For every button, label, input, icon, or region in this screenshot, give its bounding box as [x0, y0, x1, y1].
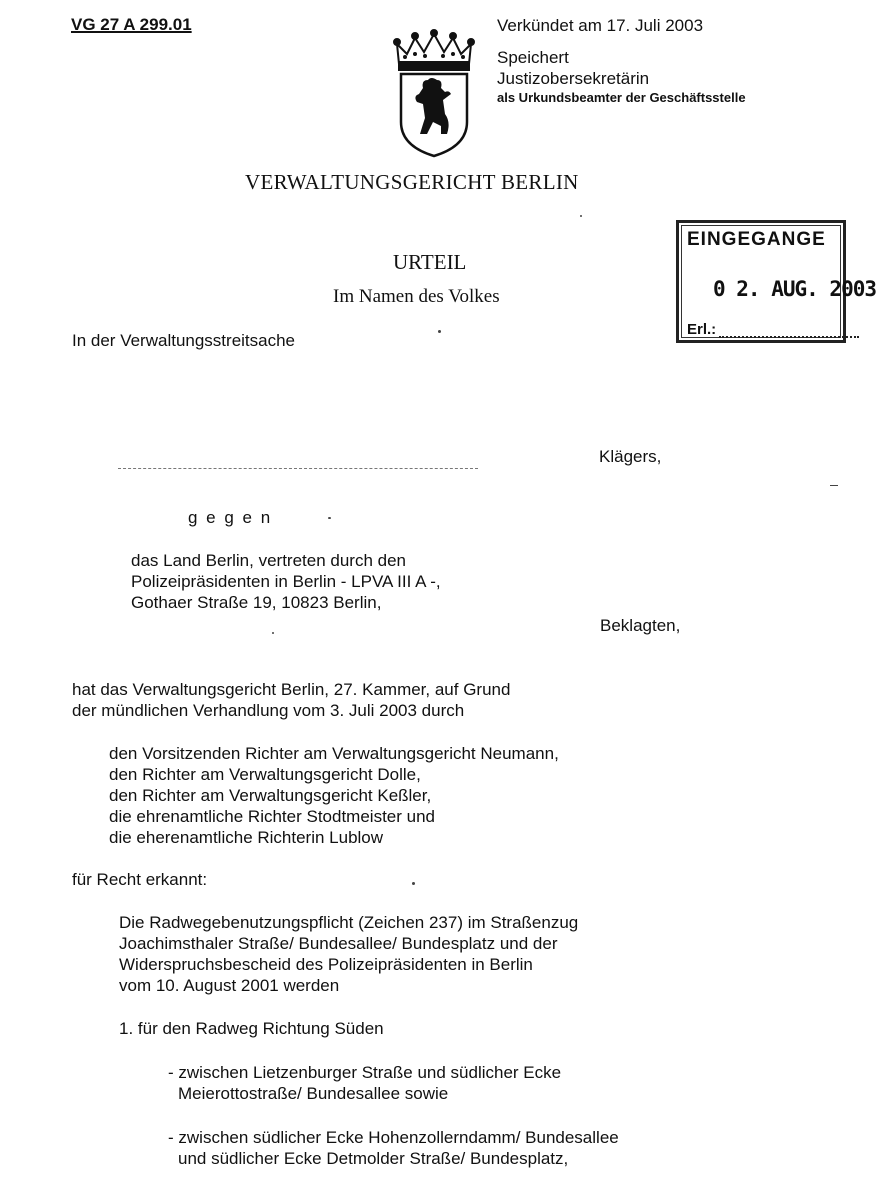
in-the-name-of-the-people: Im Namen des Volkes: [333, 286, 500, 307]
plaintiff-label: Klägers,: [599, 447, 662, 466]
judge-line: den Richter am Verwaltungsgericht Keßler,: [109, 786, 432, 805]
received-stamp: [676, 220, 876, 343]
clerk-role: als Urkundsbeamter der Geschäftsstelle: [497, 90, 746, 105]
verdict-line: Die Radwegebenutzungspflicht (Zeichen 237) im Straßenzug: [119, 913, 579, 932]
verdict-line: Joachimsthaler Straße/ Bundesallee/ Bundesplatz und der: [119, 934, 558, 953]
scan-speck: [412, 882, 415, 885]
court-name: VERWALTUNGSGERICHT BERLIN: [245, 170, 579, 194]
against-label: g e g e n: [188, 508, 273, 527]
verdict-item-1: 1. für den Radweg Richtung Süden: [119, 1019, 384, 1038]
scan-speck: [438, 330, 441, 333]
judge-line: die eherenamtliche Richterin Lublow: [109, 828, 384, 847]
stamp-erl-label: Erl.:: [687, 321, 717, 338]
separator-line: [118, 468, 478, 469]
scan-speck: [830, 485, 838, 486]
defendant-line: das Land Berlin, vertreten durch den: [131, 551, 407, 570]
scan-speck: [328, 517, 331, 519]
stamp-date: 0 2. AUG. 2003: [713, 277, 876, 301]
verdict-bullet-line: - zwischen südlicher Ecke Hohenzollerndamm/ Bundesallee: [168, 1128, 619, 1147]
verdict-bullet-line: - zwischen Lietzenburger Straße und südlicher Ecke: [168, 1063, 562, 1082]
clerk-title: Justizobersekretärin: [497, 69, 650, 88]
verdict-intro: für Recht erkannt:: [72, 870, 208, 889]
judge-line: den Richter am Verwaltungsgericht Dolle,: [109, 765, 421, 784]
announcement-date: Verkündet am 17. Juli 2003: [497, 16, 704, 35]
verdict-bullet-line: und südlicher Ecke Detmolder Straße/ Bundesplatz,: [178, 1149, 569, 1168]
court-line: hat das Verwaltungsgericht Berlin, 27. Kammer, auf Grund: [72, 680, 511, 699]
scan-speck: [272, 632, 274, 634]
case-intro: In der Verwaltungsstreitsache: [72, 331, 296, 350]
document-type: URTEIL: [393, 250, 467, 274]
defendant-line: Polizeipräsidenten in Berlin - LPVA III A -,: [131, 572, 441, 591]
verdict-line: Widerspruchsbescheid des Polizeipräsidenten in Berlin: [119, 955, 533, 974]
defendant-line: Gothaer Straße 19, 10823 Berlin,: [131, 593, 382, 612]
stamp-signature-line: [719, 336, 859, 338]
scan-speck: [580, 215, 582, 217]
court-line: der mündlichen Verhandlung vom 3. Juli 2003 durch: [72, 701, 465, 720]
judge-line: den Vorsitzenden Richter am Verwaltungsgericht Neumann,: [109, 744, 559, 763]
verdict-line: vom 10. August 2001 werden: [119, 976, 340, 995]
defendant-label: Beklagten,: [600, 616, 681, 635]
verdict-bullet-line: Meierottostraße/ Bundesallee sowie: [178, 1084, 449, 1103]
berlin-crest-icon: [393, 30, 475, 158]
stamp-title: EINGEGANGE: [687, 229, 826, 250]
clerk-name: Speichert: [497, 48, 569, 67]
file-reference: VG 27 A 299.01: [71, 15, 192, 34]
judge-line: die ehrenamtliche Richter Stodtmeister und: [109, 807, 435, 826]
